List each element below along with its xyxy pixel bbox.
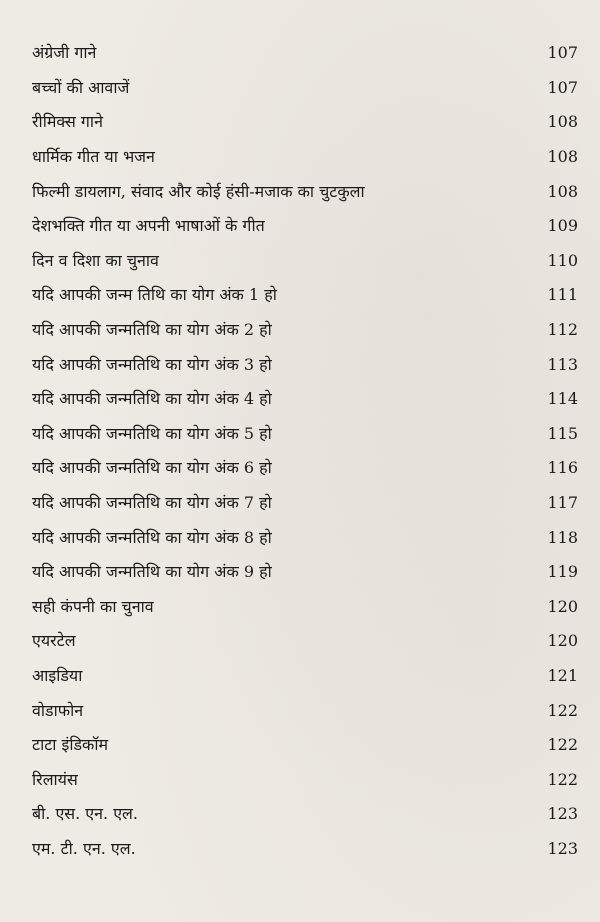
toc-entry-title: यदि आपकी जन्मतिथि का योग अंक 5 हो: [32, 423, 272, 443]
toc-entry-page-number: 120: [547, 631, 578, 651]
toc-entry-title: बी. एस. एन. एल.: [32, 804, 138, 824]
toc-entry: [32, 728, 578, 763]
toc-entry: [32, 417, 578, 452]
toc-entry: [32, 451, 578, 486]
toc-entry-title: फिल्मी डायलाग, संवाद और कोई हंसी-मजाक का चुटकुला: [32, 181, 365, 201]
toc-entry-page-number: 108: [547, 112, 578, 132]
table-of-contents: [32, 36, 578, 866]
toc-entry-page-number: 116: [547, 458, 578, 478]
toc-entry: [32, 486, 578, 521]
toc-entry: [32, 278, 578, 313]
toc-entry: [32, 797, 578, 832]
toc-entry-page-number: 122: [547, 735, 578, 755]
toc-entry-page-number: 114: [547, 389, 578, 409]
toc-entry: [32, 832, 578, 867]
toc-entry-page-number: 123: [547, 838, 578, 858]
toc-entry-title: यदि आपकी जन्म तिथि का योग अंक 1 हो: [32, 285, 277, 305]
toc-entry: [32, 382, 578, 417]
toc-entry-title: आइडिया: [32, 665, 83, 685]
toc-entry-page-number: 112: [547, 320, 578, 340]
toc-entry: [32, 36, 578, 71]
toc-entry-title: यदि आपकी जन्मतिथि का योग अंक 3 हो: [32, 354, 272, 374]
toc-entry-page-number: 118: [547, 527, 578, 547]
toc-entry-page-number: 111: [547, 285, 578, 305]
toc-entry-title: यदि आपकी जन्मतिथि का योग अंक 2 हो: [32, 320, 272, 340]
toc-entry: [32, 693, 578, 728]
toc-entry-page-number: 122: [547, 700, 578, 720]
toc-entry-title: दिन व दिशा का चुनाव: [32, 250, 159, 270]
toc-entry-page-number: 120: [547, 596, 578, 616]
toc-entry-page-number: 119: [547, 562, 578, 582]
toc-entry-title: रीमिक्स गाने: [32, 112, 103, 132]
toc-entry-page-number: 113: [547, 354, 578, 374]
toc-entry-title: देशभक्ति गीत या अपनी भाषाओं के गीत: [32, 216, 265, 236]
toc-entry: [32, 209, 578, 244]
toc-entry: [32, 174, 578, 209]
toc-entry-page-number: 107: [547, 43, 578, 63]
toc-entry: [32, 140, 578, 175]
toc-entry: [32, 624, 578, 659]
toc-entry-page-number: 110: [547, 250, 578, 270]
toc-entry: [32, 555, 578, 590]
toc-entry-title: टाटा इंडिकॉम: [32, 735, 109, 755]
toc-entry-title: रिलायंस: [32, 769, 78, 789]
toc-entry: [32, 347, 578, 382]
toc-entry: [32, 762, 578, 797]
toc-entry: [32, 244, 578, 279]
toc-entry-title: यदि आपकी जन्मतिथि का योग अंक 6 हो: [32, 458, 272, 478]
toc-entry-title: यदि आपकी जन्मतिथि का योग अंक 9 हो: [32, 562, 272, 582]
toc-entry-page-number: 122: [547, 769, 578, 789]
toc-entry-title: यदि आपकी जन्मतिथि का योग अंक 8 हो: [32, 527, 272, 547]
toc-entry-page-number: 115: [547, 423, 578, 443]
toc-entry-title: यदि आपकी जन्मतिथि का योग अंक 7 हो: [32, 493, 272, 513]
toc-entry-page-number: 109: [547, 216, 578, 236]
toc-entry: [32, 105, 578, 140]
toc-entry: [32, 520, 578, 555]
toc-entry: [32, 590, 578, 625]
toc-entry-title: वोडाफोन: [32, 700, 84, 720]
toc-entry-page-number: 108: [547, 181, 578, 201]
toc-entry-title: एम. टी. एन. एल.: [32, 838, 136, 858]
toc-entry-page-number: 108: [547, 147, 578, 167]
toc-entry: [32, 71, 578, 106]
toc-entry-title: बच्चों की आवाजें: [32, 77, 130, 97]
toc-entry-title: यदि आपकी जन्मतिथि का योग अंक 4 हो: [32, 389, 272, 409]
toc-entry: [32, 313, 578, 348]
toc-entry-title: अंग्रेजी गाने: [32, 43, 97, 63]
toc-entry-page-number: 117: [547, 493, 578, 513]
toc-entry: [32, 659, 578, 694]
toc-entry-page-number: 123: [547, 804, 578, 824]
toc-entry-page-number: 121: [547, 665, 578, 685]
toc-entry-title: धार्मिक गीत या भजन: [32, 147, 155, 167]
toc-entry-title: सही कंपनी का चुनाव: [32, 596, 154, 616]
toc-entry-title: एयरटेल: [32, 631, 76, 651]
toc-entry-page-number: 107: [547, 77, 578, 97]
